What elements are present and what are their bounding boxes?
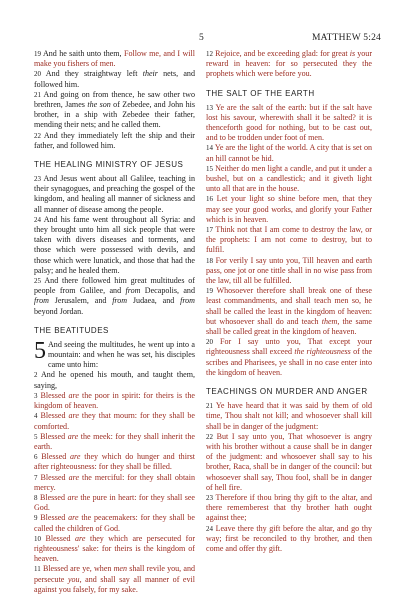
verse-number: 17 [206, 226, 213, 235]
verse-text: Decapolis, and [140, 286, 195, 296]
words-of-jesus-text: Blessed [45, 533, 76, 543]
verse-text: their [142, 69, 158, 79]
verse-number: 20 [34, 70, 41, 79]
verse-number: 23 [206, 493, 213, 502]
words-of-jesus-text: of the scribes and Pharisees, ye shall in no case enter into the kingdom of heaven. [206, 347, 373, 377]
verse-number: 9 [34, 514, 38, 523]
words-of-jesus-text: Blessed are ye, when [42, 564, 114, 574]
words-of-jesus-text: Rejoice, and be exceeding glad: for great [215, 49, 350, 58]
words-of-jesus-text: , and shall say all manner of evil against you falsely, for my sake. [34, 574, 195, 594]
verse-text: And Jesus went about all Galilee, teaching in their synagogues, and preaching the gospel of the kingdom, and healing all manner of sickness and all manner of disease among the people. [34, 174, 195, 214]
page-number: 5 [199, 33, 204, 43]
verse-number: 25 [34, 277, 41, 286]
verse-number: 19 [34, 50, 41, 58]
words-of-jesus-text: the poor in spirit: for theirs is the kingdom of heaven. [34, 390, 196, 411]
verse [34, 174, 195, 215]
verse-number: 22 [206, 432, 213, 441]
verse [206, 143, 372, 163]
verse-number: 8 [34, 493, 38, 502]
words-of-jesus-text: the pure in heart: for they shall see God. [34, 492, 196, 513]
words-of-jesus-text: , the same shall be called great in the kingdom of heaven. [206, 316, 372, 337]
verse-number: 16 [206, 195, 213, 204]
verse [206, 524, 372, 555]
verse [206, 337, 372, 378]
verse-text: And going on from thence, he saw other two brethren, James [34, 89, 195, 110]
words-of-jesus-text: Whosoever therefore shall break one of these least commandments, and shall teach men so, he shall be called the least in the kingdom of heaven: but whosoever shall do and teach [206, 286, 372, 326]
words-of-jesus-text: Follow me, and I will make you fishers of men. [34, 49, 195, 69]
section-heading: THE SALT OF THE EARTH [206, 88, 315, 98]
words-of-jesus-text: Ye are the light of the world. A city that is set on an hill cannot be hid. [206, 143, 372, 163]
verse [206, 401, 372, 432]
verse-number: 4 [34, 412, 38, 421]
verse-number: 21 [206, 402, 213, 411]
verse-number: 20 [206, 338, 213, 347]
verse [206, 103, 372, 144]
words-of-jesus-text: Ye are the salt of the earth: but if the salt have lost his savour, wherewith shall it be salted? it is thenceforth good for nothing, but to be cast out, and to be trodden under foot of men. [206, 102, 373, 143]
words-of-jesus-text: are [68, 513, 79, 523]
words-of-jesus-text: are [67, 431, 79, 441]
verse [34, 513, 195, 533]
words-of-jesus-text: Blessed [40, 431, 68, 441]
words-of-jesus-text: shall revile you, and persecute [34, 564, 195, 584]
verse [206, 194, 372, 225]
words-of-jesus-text: Blessed [40, 390, 69, 400]
verse [34, 215, 195, 276]
verse-text: beyond Jordan. [34, 306, 84, 316]
verse [206, 256, 372, 287]
verse-text: And he opened his mouth, and taught them, saying, [34, 370, 195, 390]
verse [34, 131, 195, 151]
words-of-jesus-text: they that mourn: for they shall be comforted. [34, 411, 195, 431]
verse-text: And they straightway left [45, 69, 143, 79]
words-of-jesus-text: Neither do men light a candle, and put it under a bushel, but on a candlestick; and it giveth light unto all that are in the house. [206, 163, 372, 194]
verse [34, 49, 195, 69]
right-text-column [206, 49, 372, 554]
verse [34, 276, 195, 317]
verse-number: 11 [34, 565, 41, 574]
verse [34, 90, 195, 131]
verse-text: Jerusalem, and [48, 296, 113, 306]
verse-text: of Zebedee, and John his brother, in a ship with Zebedee their father, mending their nets; and he called them. [34, 100, 196, 130]
verse-text: nets, and followed him. [34, 69, 195, 89]
words-of-jesus-text: the meek: for they shall inherit the earth. [34, 431, 195, 451]
words-of-jesus-text: men [113, 564, 128, 574]
words-of-jesus-text: Think not that I am come to destroy the law, or the prophets: I am not come to destroy, but to fulfil. [206, 225, 372, 255]
chapter-number: 5 [34, 337, 46, 364]
verse-number: 13 [206, 103, 213, 112]
verse [34, 564, 195, 595]
verse-number: 22 [34, 131, 41, 140]
words-of-jesus-text: are [68, 390, 79, 400]
words-of-jesus-text: they which do hunger and thirst after righteousness: for they shall be filled. [34, 452, 195, 472]
verse [34, 370, 195, 390]
verse [34, 391, 195, 411]
words-of-jesus-text: But I say unto you, That whosoever is angry with his brother without a cause shall be in danger of the judgment: and whosoever shall say to his brother, Raca, shall be in danger of the council: but whosoever shall say, Thou fool, shall be in danger of hell fire. [206, 431, 372, 492]
words-of-jesus-text: Blessed [40, 411, 69, 421]
verse [206, 493, 372, 524]
verse-text: from [125, 286, 141, 296]
verse-text: Judaea, and [127, 296, 181, 306]
words-of-jesus-text: For I say unto you, That except your righteousness shall exceed [206, 337, 373, 357]
verse-number: 15 [206, 164, 213, 173]
verse [34, 69, 195, 89]
verse-number: 3 [34, 391, 38, 400]
words-of-jesus-text: For verily I say unto you, Till heaven and earth pass, one jot or one tittle shall in no wise pass from the law, till all be fulfilled. [206, 255, 372, 286]
left-text-column [34, 49, 195, 595]
verse-number: 7 [34, 473, 38, 482]
verse [206, 49, 372, 80]
verse-number: 10 [34, 534, 41, 543]
words-of-jesus-text: Let your light so shine before men, that they may see your good works, and glorify your Father which is in heaven. [206, 194, 373, 224]
verse-text: And there followed him great multitudes of people from Galilee, and [34, 276, 195, 296]
words-of-jesus-text: the merciful: for they shall obtain mercy. [34, 472, 196, 492]
words-of-jesus-text: them [321, 316, 338, 326]
section-heading: TEACHINGS ON MURDER AND ANGER [206, 387, 368, 397]
words-of-jesus-text: Blessed [40, 472, 69, 482]
verse-number: 23 [34, 175, 41, 184]
verse [206, 286, 372, 337]
verse-text: from [112, 296, 128, 306]
verse-number: 24 [34, 215, 41, 224]
section-heading: THE HEALING MINISTRY OF JESUS [34, 160, 184, 170]
verse-text: from [34, 296, 49, 306]
verse-number: 12 [206, 50, 213, 58]
verse [34, 493, 195, 513]
verse [34, 534, 195, 565]
words-of-jesus-text: are [75, 533, 86, 543]
verse-number: 19 [206, 287, 213, 296]
verse [34, 411, 195, 431]
verse [206, 225, 372, 256]
verse-text: from [180, 296, 195, 306]
verse [206, 164, 372, 195]
verse-number: 18 [206, 256, 213, 265]
chapter-opening-verse [34, 337, 195, 371]
words-of-jesus-text: are [68, 411, 79, 421]
words-of-jesus-text: Blessed [41, 452, 71, 462]
words-of-jesus-text: Leave there thy gift before the altar, and go thy way; first be reconciled to thy brother, and then come and offer thy gift. [206, 523, 372, 553]
words-of-jesus-text: Ye have heard that it was said by them of old time, Thou shalt not kill; and whosoever shall kill shall be in danger of the judgment: [206, 401, 372, 431]
words-of-jesus-text: you [67, 574, 80, 584]
words-of-jesus-text: the peacemakers: for they shall be called the children of God. [34, 513, 196, 533]
verse-number: 6 [34, 453, 38, 462]
verse-text: And he saith unto them, [42, 49, 124, 58]
verse [34, 452, 195, 472]
running-head: MATTHEW 5:24 [312, 33, 381, 43]
verse-number: 21 [34, 90, 41, 99]
verse-text: the son [87, 100, 111, 110]
verse [34, 473, 195, 493]
words-of-jesus-text: your reward in heaven: for so persecuted they the prophets which were before you. [206, 49, 373, 79]
words-of-jesus-text: is [349, 49, 356, 58]
verse-text: And they immediately left the ship and their father, and followed him. [34, 130, 195, 150]
words-of-jesus-text: they which are persecuted for righteousness' sake: for theirs is the kingdom of heaven. [34, 533, 196, 564]
verse-number: 24 [206, 524, 213, 533]
verse-text: And seeing the multitudes, he went up into a mountain: and when he was set, his disciples came unto him: [48, 339, 195, 370]
verse-number: 2 [34, 371, 38, 380]
words-of-jesus-text: Therefore if thou bring thy gift to the altar, and there rememberest that thy brother hath ought against thee; [206, 492, 372, 523]
words-of-jesus-text: are [68, 472, 80, 482]
words-of-jesus-text: are [67, 492, 78, 502]
words-of-jesus-text: Blessed [39, 492, 68, 502]
verse-number: 14 [206, 144, 213, 153]
verse-text: And his fame went throughout all Syria: and they brought unto him all sick people that were taken with divers diseases and torments, and those which were possessed with devils, and those which were lunatick, and those that had the palsy; and he healed them. [34, 214, 195, 275]
verse [34, 432, 195, 452]
verse [206, 432, 372, 493]
words-of-jesus-text: the righteousness [294, 347, 351, 357]
words-of-jesus-text: Blessed [40, 513, 69, 523]
section-heading: THE BEATITUDES [34, 325, 109, 335]
verse-number: 5 [34, 432, 38, 441]
words-of-jesus-text: are [70, 452, 81, 462]
